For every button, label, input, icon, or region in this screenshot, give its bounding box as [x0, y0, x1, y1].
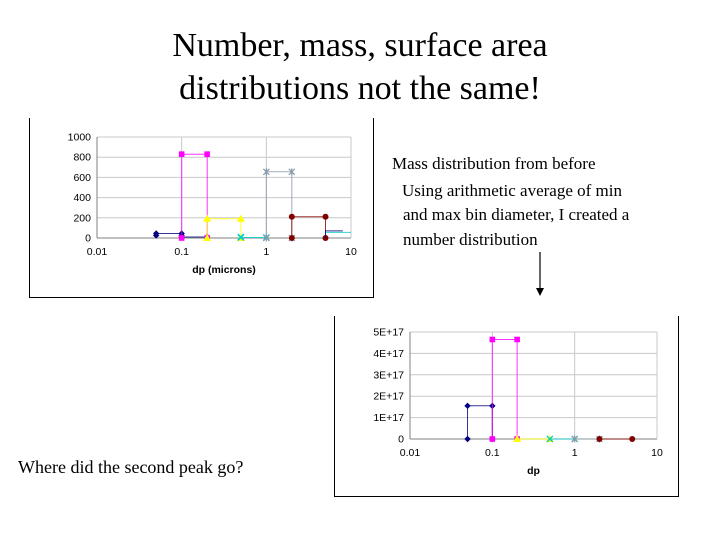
- mass-distribution-chart: [29, 118, 374, 298]
- series-line-5: [266, 172, 292, 238]
- x-tick-label: 10: [345, 246, 357, 258]
- bullet-line-3: and max bin diameter, I created a: [403, 205, 630, 224]
- y-tick-label: 200: [73, 212, 91, 225]
- number-distribution-svg: [335, 316, 678, 496]
- x-tick-label: 10: [651, 447, 663, 459]
- mass-distribution-svg: [30, 118, 373, 297]
- data-point-4: [490, 436, 496, 442]
- bullet-line-2: Using arithmetic average of min: [402, 180, 622, 200]
- data-point-14: [596, 436, 602, 442]
- series-line-0: [156, 234, 182, 236]
- y-tick-label: 600: [73, 171, 91, 184]
- slide-title: [0, 24, 720, 110]
- y-tick-label: 400: [73, 192, 91, 205]
- data-point-0: [464, 436, 470, 442]
- data-point-15: [629, 436, 635, 442]
- data-point-21: [289, 235, 295, 241]
- y-tick-label: 3E+17: [373, 369, 404, 382]
- x-tick-label: 0.1: [485, 447, 500, 459]
- series-line-4: [241, 237, 266, 238]
- data-point-5: [490, 337, 496, 343]
- y-tick-label: 1E+17: [373, 412, 404, 425]
- data-point-6: [179, 235, 185, 241]
- data-point-23: [323, 214, 329, 220]
- data-point-1: [464, 403, 470, 409]
- data-point-6: [514, 337, 520, 343]
- bullet-line-1-text: Mass distribution from before: [392, 154, 596, 173]
- bullet-line-4: number distribution: [403, 229, 538, 249]
- title-line-1: Number, mass, surface area: [172, 27, 548, 64]
- series-line-6: [292, 217, 326, 238]
- data-point-22: [289, 214, 295, 220]
- number-distribution-chart: [334, 316, 679, 497]
- y-tick-label: 0: [398, 433, 404, 446]
- series-line-0: [468, 406, 493, 439]
- question-text: Where did the second peak go?: [18, 457, 244, 477]
- down-arrow-icon: [532, 250, 548, 298]
- bullet-text: [392, 152, 712, 252]
- x-tick-label: 1: [263, 246, 270, 258]
- y-tick-label: 0: [85, 232, 91, 245]
- x-axis-label: dp: [527, 465, 540, 477]
- series-line-1: [492, 340, 517, 440]
- title-line-2: distributions not the same!: [179, 70, 541, 107]
- x-tick-label: 0.1: [174, 246, 189, 258]
- bullet-line-1: [392, 152, 712, 179]
- series-line-2: [182, 154, 208, 238]
- y-tick-label: 800: [73, 151, 91, 164]
- data-point-7: [179, 151, 185, 157]
- y-tick-label: 2E+17: [373, 390, 404, 403]
- x-tick-label: 0.01: [399, 447, 421, 459]
- y-tick-label: 4E+17: [373, 347, 404, 360]
- data-point-8: [204, 151, 210, 157]
- series-line-3: [207, 219, 241, 238]
- y-tick-label: 5E+17: [373, 326, 404, 339]
- x-tick-label: 1: [571, 447, 578, 459]
- x-axis-label: dp (microns): [192, 264, 256, 276]
- x-tick-label: 0.01: [86, 246, 108, 258]
- y-tick-label: 1000: [67, 131, 91, 144]
